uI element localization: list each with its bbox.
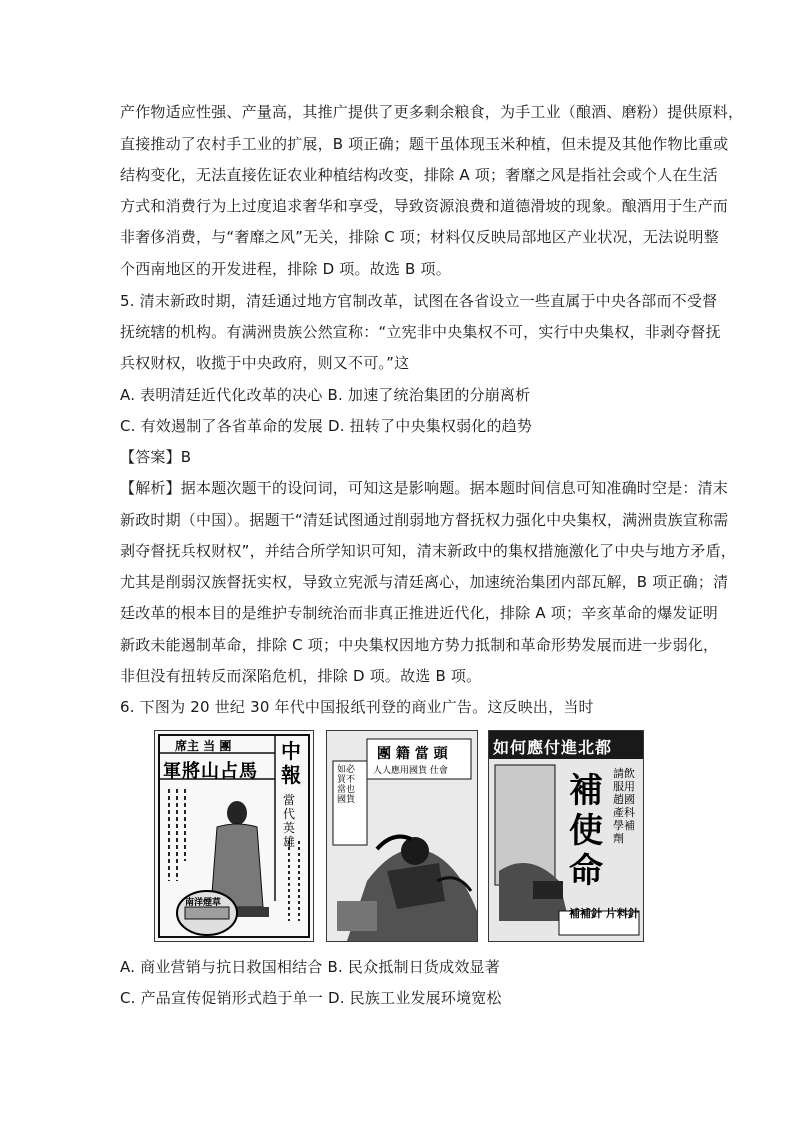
question-5-options: A. 表明清廷近代化改革的决心 B. 加速了统治集团的分崩离析	[120, 386, 531, 404]
text-line: 直接推动了农村手工业的扩展，B 项正确；题干虽体现玉米种植，但未提及其他作物比重或	[120, 135, 729, 153]
ad-3-top-text: 如何應付進北都	[493, 738, 613, 757]
ad-1-top-text: 席主 当 團	[175, 739, 232, 753]
ad-1-headline: 軍將山占馬	[163, 761, 258, 782]
ad-1-paper-name: 中報	[281, 739, 301, 787]
answer-label: 【答案】B	[120, 448, 192, 466]
text-line: 方式和消费行为上过度追求奢华和享受，导致资源浪费和道德滑坡的现象。酿酒用于生产而	[120, 197, 729, 215]
ad-3-right-text: 請飲服用趙國產科學補劑	[613, 767, 635, 845]
question-5-stem: 兵权财权，收揽于中央政府，则又不可。”这	[120, 354, 410, 372]
text-line: 结构变化，无法直接佐证农业种植结构改变，排除 A 项；奢靡之风是指社会或个人在生活	[120, 166, 719, 184]
newspaper-ad-1	[154, 730, 314, 942]
ad-2-left-text: 如必買不當也國貨	[337, 765, 356, 805]
newspaper-ad-2	[326, 730, 478, 942]
analysis-text: 廷改革的根本目的是维护专制统治而非真正推进近代化，排除 A 项；辛亥革命的爆发证明	[120, 604, 719, 622]
analysis-text: 剥夺督抚兵权财权”，并结合所学知识可知，清末新政中的集权措施激化了中央与地方矛盾，	[120, 542, 736, 560]
analysis-text: 新政时期（中国）。据题干“清廷试图通过削弱地方督抚权力强化中央集权，满洲贵族宣称需	[120, 511, 729, 529]
question-5-stem: 抚统辖的机构。有满洲贵族公然宣称：“立宪非中央集权不可，实行中央集权，非剥夺督抚	[120, 323, 721, 341]
question-6-options: C. 产品宣传促销形式趋于单一 D. 民族工业发展环境宽松	[120, 989, 502, 1007]
question-6-stem: 6. 下图为 20 世纪 30 年代中国报纸刊登的商业广告。这反映出，当时	[120, 698, 594, 716]
newspaper-ads-figure	[154, 730, 642, 940]
ad-1-side-text: 當代英雄	[283, 793, 296, 849]
ad-3-big-text: 補使命	[569, 771, 603, 891]
analysis-text: 【解析】据本题次题干的设问词，可知这是影响题。据本题时间信息可知准确时空是：清末	[120, 479, 729, 497]
analysis-text: 非但没有扭转反而深陷危机，排除 D 项。故选 B 项。	[120, 667, 482, 685]
question-6-options: A. 商业营销与抗日救国相结合 B. 民众抵制日货成效显著	[120, 958, 500, 976]
question-5-stem: 5. 清末新政时期，清廷通过地方官制改革，试图在各省设立一些直属于中央各部而不受督	[120, 292, 718, 310]
question-5-options: C. 有效遏制了各省革命的发展 D. 扭转了中央集权弱化的趋势	[120, 417, 533, 435]
ad-3-bottom-text: 補補針 片料針	[569, 907, 639, 920]
text-line: 个西南地区的开发进程，排除 D 项。故选 B 项。	[120, 260, 451, 278]
ad-2-sub-text: 人人應用國貨 仕會	[373, 766, 448, 776]
ad-2-top-text: 團 籍 當 頭	[377, 746, 448, 762]
analysis-text: 新政未能遏制革命，排除 C 项；中央集权因地方势力抵制和革命形势发展而进一步弱化，	[120, 636, 719, 654]
ad-1-badge-text: 南洋煙草	[185, 898, 222, 908]
text-line: 非奢侈消费，与“奢靡之风”无关，排除 C 项；材料仅反映局部地区产业状况，无法说明整	[120, 228, 719, 246]
text-line: 产作物适应性强、产量高，其推广提供了更多剩余粮食，为手工业（酿酒、磨粉）提供原料，	[120, 103, 744, 121]
newspaper-ad-3	[488, 730, 644, 942]
analysis-text: 尤其是削弱汉族督抚实权，导致立宪派与清廷离心，加速统治集团内部瓦解，B 项正确；清	[120, 573, 729, 591]
